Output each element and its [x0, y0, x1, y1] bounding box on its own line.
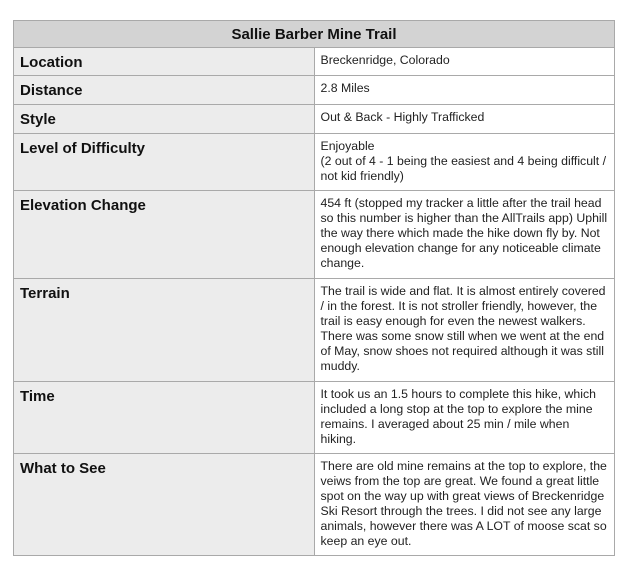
table-row — [14, 134, 615, 191]
row-value-time: It took us an 1.5 hours to complete this hike, which included a long stop at the top to explore the mine remains. I averaged about 25 min / mile when hiking. — [314, 382, 615, 454]
row-label-elevation: Elevation Change — [14, 191, 315, 279]
row-label-location: Location — [14, 48, 315, 76]
difficulty-rating: Enjoyable — [320, 139, 375, 153]
table-row — [14, 279, 615, 382]
row-value-difficulty — [314, 134, 615, 191]
table-row — [14, 105, 615, 134]
table-title: Sallie Barber Mine Trail — [14, 21, 615, 48]
row-label-distance: Distance — [14, 76, 315, 105]
title-row — [14, 21, 615, 48]
row-label-style: Style — [14, 105, 315, 134]
row-value-elevation: 454 ft (stopped my tracker a little after the trail head so this number is higher than the AllTrails app) Uphill the way there which made the hike down fly by. Not enough elevation change for any noticeable climate change. — [314, 191, 615, 279]
row-value-what-to-see: There are old mine remains at the top to explore, the veiws from the top are great. We found a great little spot on the way up with great views of Breckenridge Ski Resort through the trees. I did not see any large animals, however there was A LOT of moose scat so keep an eye out. — [314, 454, 615, 556]
table-row — [14, 382, 615, 454]
table-row — [14, 191, 615, 279]
row-value-location: Breckenridge, Colorado — [314, 48, 615, 76]
table-row — [14, 454, 615, 556]
row-label-what-to-see: What to See — [14, 454, 315, 556]
row-value-style: Out & Back - Highly Trafficked — [314, 105, 615, 134]
row-label-time: Time — [14, 382, 315, 454]
difficulty-note: (2 out of 4 - 1 being the easiest and 4 being difficult / not kid friendly) — [320, 154, 607, 183]
row-label-terrain: Terrain — [14, 279, 315, 382]
row-value-distance: 2.8 Miles — [314, 76, 615, 105]
row-value-terrain: The trail is wide and flat. It is almost entirely covered / in the forest. It is not stroller friendly, however, the trail is easy enough for even the newest walkers. There was some snow still when we went at the end of May, snow shoes not required although it was still muddy. — [314, 279, 615, 382]
trail-info-table — [13, 20, 615, 556]
table-row — [14, 76, 615, 105]
table-row — [14, 48, 615, 76]
row-label-difficulty: Level of Difficulty — [14, 134, 315, 191]
